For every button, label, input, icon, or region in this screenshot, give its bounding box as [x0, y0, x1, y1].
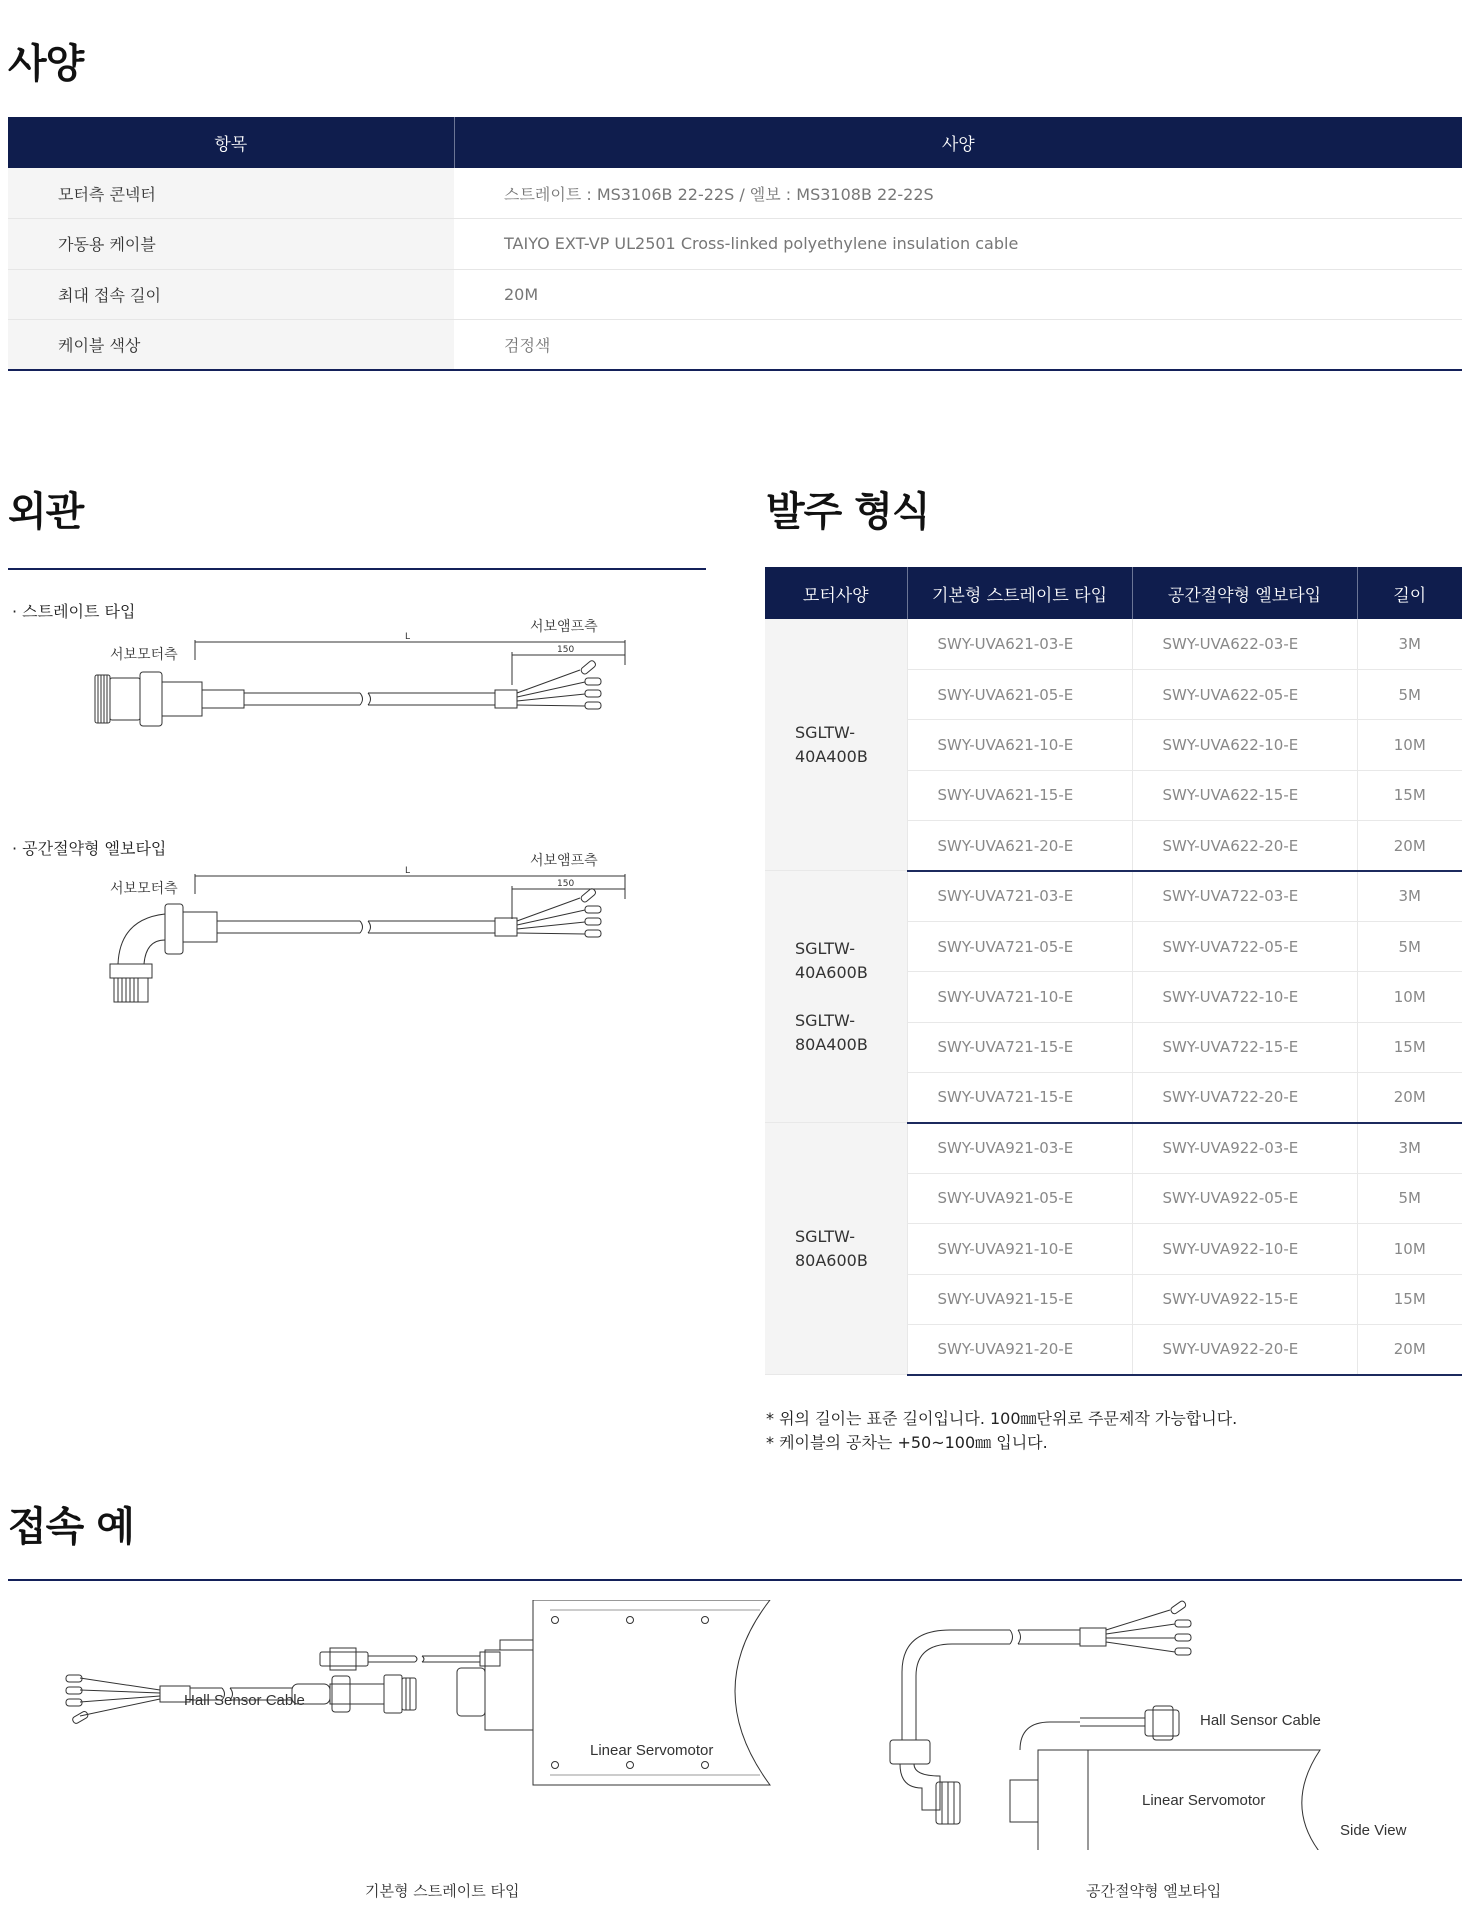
table-row: [765, 619, 1462, 669]
straight-part-number: SWY-UVA621-20-E: [907, 821, 1132, 871]
dim-label: 150: [557, 879, 575, 889]
spec-value: 검정색: [454, 320, 1462, 371]
cable-length: 10M: [1357, 1224, 1462, 1274]
table-row: [765, 1123, 1462, 1173]
elbow-part-number: SWY-UVA622-10-E: [1132, 720, 1357, 770]
straight-part-number: SWY-UVA921-20-E: [907, 1324, 1132, 1374]
elbow-part-number: SWY-UVA922-05-E: [1132, 1173, 1357, 1223]
linear-servomotor-label: Linear Servomotor: [1142, 1792, 1266, 1809]
cable-length: 20M: [1357, 1324, 1462, 1374]
spec-table: [8, 117, 1462, 371]
spec-value: 20M: [454, 269, 1462, 320]
motor-model: 80A400B: [795, 1034, 868, 1054]
motor-model: 80A600B: [795, 1250, 868, 1270]
cable-length: 5M: [1357, 921, 1462, 971]
divider: [8, 1579, 1462, 1581]
linear-servomotor-label: Linear Servomotor: [590, 1742, 714, 1759]
order-header-motor: 모터사양: [765, 567, 907, 619]
elbow-part-number: SWY-UVA922-15-E: [1132, 1274, 1357, 1324]
motor-model: SGLTW-: [795, 1010, 855, 1030]
connection-title: 접속 예: [8, 1504, 134, 1550]
hall-sensor-label: Hall Sensor Cable: [184, 1692, 305, 1709]
elbow-part-number: SWY-UVA622-05-E: [1132, 669, 1357, 719]
cable-length: 20M: [1357, 821, 1462, 871]
motor-model: 40A600B: [795, 962, 868, 982]
straight-part-number: SWY-UVA721-03-E: [907, 871, 1132, 921]
side-view-label: Side View: [1340, 1822, 1407, 1839]
motor-side-label: 서보모터측: [110, 647, 178, 663]
straight-part-number: SWY-UVA921-15-E: [907, 1274, 1132, 1324]
divider: [8, 568, 706, 570]
elbow-type-caption: 공간절약형 엘보타입: [1086, 1882, 1222, 1900]
cable-length: 15M: [1357, 770, 1462, 820]
order-note: * 케이블의 공차는 +50~100㎜ 입니다.: [766, 1433, 1048, 1452]
cable-length: 10M: [1357, 720, 1462, 770]
straight-type-caption: 기본형 스트레이트 타입: [365, 1882, 520, 1900]
straight-part-number: SWY-UVA921-03-E: [907, 1123, 1132, 1173]
spec-label: 최대 접속 길이: [8, 269, 454, 320]
order-header-elbow: 공간절약형 엘보타입: [1132, 567, 1357, 619]
cable-length: 10M: [1357, 972, 1462, 1022]
motor-model: SGLTW-: [795, 722, 855, 742]
cable-length: 3M: [1357, 1123, 1462, 1173]
cable-length: 15M: [1357, 1274, 1462, 1324]
spec-label: 모터측 콘넥터: [8, 168, 454, 219]
spec-value: TAIYO EXT-VP UL2501 Cross-linked polyethylene insulation cable: [454, 219, 1462, 270]
elbow-part-number: SWY-UVA922-20-E: [1132, 1324, 1357, 1374]
order-note: * 위의 길이는 표준 길이입니다. 100㎜단위로 주문제작 가능합니다.: [766, 1409, 1238, 1428]
hall-sensor-label: Hall Sensor Cable: [1200, 1712, 1321, 1729]
elbow-part-number: SWY-UVA922-10-E: [1132, 1224, 1357, 1274]
spec-title: 사양: [8, 41, 84, 87]
motor-side-label: 서보모터측: [110, 881, 178, 897]
table-row: [8, 219, 1462, 270]
straight-part-number: SWY-UVA721-15-E: [907, 1073, 1132, 1123]
table-row: [765, 871, 1462, 921]
straight-part-number: SWY-UVA721-05-E: [907, 921, 1132, 971]
elbow-part-number: SWY-UVA622-15-E: [1132, 770, 1357, 820]
straight-part-number: SWY-UVA621-05-E: [907, 669, 1132, 719]
straight-part-number: SWY-UVA721-15-E: [907, 1022, 1132, 1072]
motor-model: 40A400B: [795, 746, 868, 766]
straight-part-number: SWY-UVA621-10-E: [907, 720, 1132, 770]
table-row: [8, 168, 1462, 219]
dim-label: 150: [557, 645, 575, 655]
elbow-connection-diagram: [870, 1600, 1430, 1850]
straight-part-number: SWY-UVA921-10-E: [907, 1224, 1132, 1274]
straight-part-number: SWY-UVA721-10-E: [907, 972, 1132, 1022]
spec-value: 스트레이트 : MS3106B 22-22S / 엘보 : MS3108B 22-22S: [454, 168, 1462, 219]
elbow-part-number: SWY-UVA722-05-E: [1132, 921, 1357, 971]
length-label: L: [405, 632, 411, 642]
elbow-part-number: SWY-UVA622-03-E: [1132, 619, 1357, 669]
order-header-straight: 기본형 스트레이트 타입: [907, 567, 1132, 619]
straight-connection-diagram: [60, 1600, 800, 1850]
table-row: [8, 269, 1462, 320]
elbow-cable-drawing: [80, 874, 640, 1014]
cable-length: 20M: [1357, 1073, 1462, 1123]
elbow-part-number: SWY-UVA722-03-E: [1132, 871, 1357, 921]
spec-label: 가동용 케이블: [8, 219, 454, 270]
spec-header-item: 항목: [8, 117, 454, 168]
motor-model: SGLTW-: [795, 1226, 855, 1246]
cable-length: 3M: [1357, 871, 1462, 921]
motor-model-cell: [765, 619, 907, 871]
appearance-title: 외관: [8, 489, 84, 535]
straight-type-label: · 스트레이트 타입: [12, 602, 136, 621]
table-row: [8, 320, 1462, 371]
order-table: [765, 567, 1462, 1376]
motor-model-cell: [765, 1123, 907, 1375]
straight-part-number: SWY-UVA621-15-E: [907, 770, 1132, 820]
cable-length: 5M: [1357, 669, 1462, 719]
cable-length: 15M: [1357, 1022, 1462, 1072]
amp-side-label: 서보앰프측: [530, 853, 598, 869]
elbow-part-number: SWY-UVA722-10-E: [1132, 972, 1357, 1022]
straight-part-number: SWY-UVA921-05-E: [907, 1173, 1132, 1223]
straight-cable-drawing: [80, 640, 640, 740]
spec-header-spec: 사양: [454, 117, 1462, 168]
elbow-part-number: SWY-UVA922-03-E: [1132, 1123, 1357, 1173]
motor-model-cell: [765, 871, 907, 1123]
motor-model: SGLTW-: [795, 938, 855, 958]
cable-length: 3M: [1357, 619, 1462, 669]
elbow-type-label: · 공간절약형 엘보타입: [12, 839, 167, 858]
elbow-part-number: SWY-UVA722-20-E: [1132, 1073, 1357, 1123]
spec-label: 케이블 색상: [8, 320, 454, 371]
elbow-part-number: SWY-UVA722-15-E: [1132, 1022, 1357, 1072]
order-header-length: 길이: [1357, 567, 1462, 619]
cable-length: 5M: [1357, 1173, 1462, 1223]
order-title: 발주 형식: [766, 489, 930, 535]
straight-part-number: SWY-UVA621-03-E: [907, 619, 1132, 669]
elbow-part-number: SWY-UVA622-20-E: [1132, 821, 1357, 871]
length-label: L: [405, 866, 411, 876]
amp-side-label: 서보앰프측: [530, 619, 598, 635]
